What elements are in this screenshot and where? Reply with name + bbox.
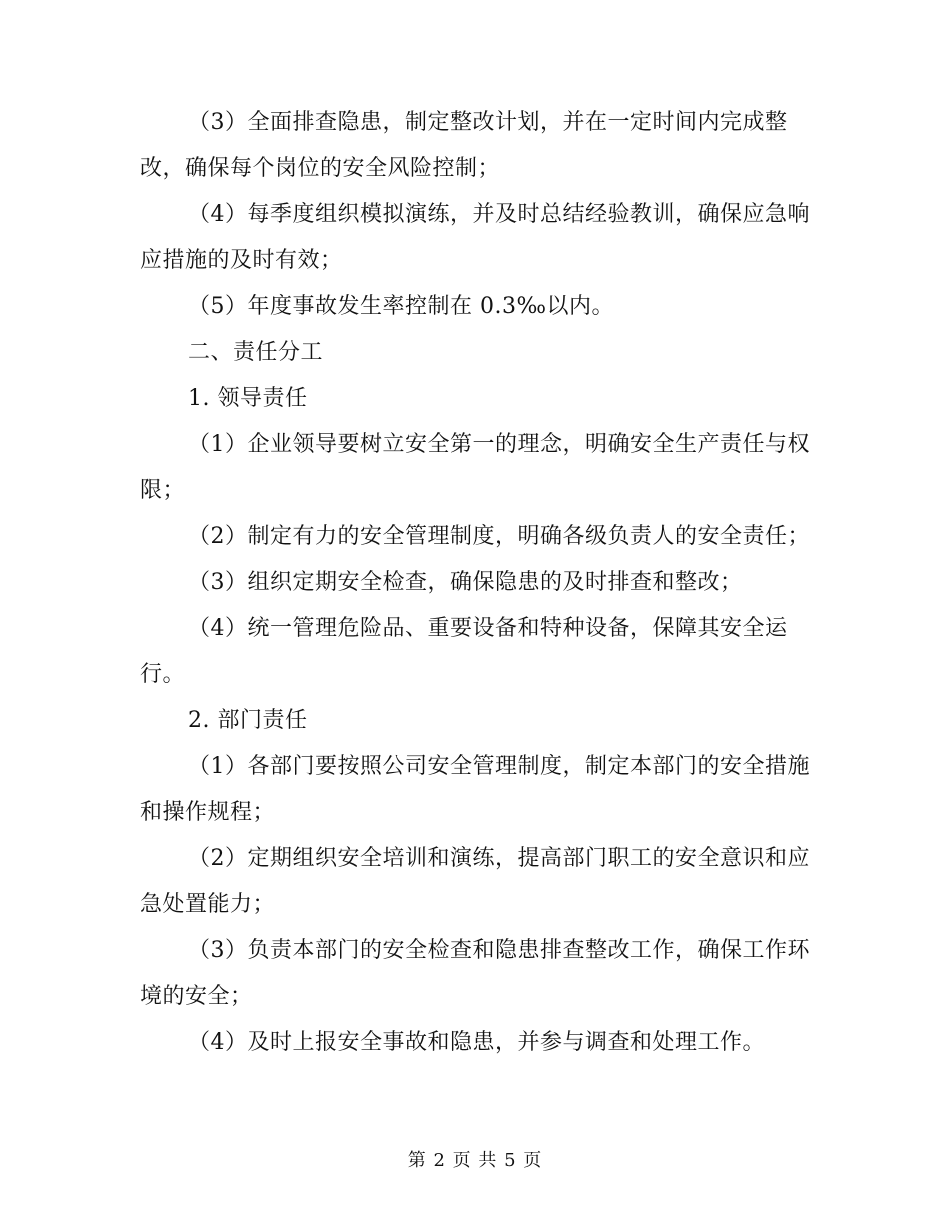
paragraph-department-1: （1）各部门要按照公司安全管理制度，制定本部门的安全措施和操作规程； <box>140 754 810 825</box>
page-number-footer: 第 2 页 共 5 页 <box>407 1150 543 1171</box>
paragraph-department-3: （3）负责本部门的安全检查和隐患排查整改工作，确保工作环境的安全； <box>140 938 810 1009</box>
section-heading-responsibility: 二、责任分工 <box>188 340 324 365</box>
paragraph-goal-5: （5）年度事故发生率控制在 0.3‰以内。 <box>188 294 614 319</box>
paragraph-leadership-4: （4）统一管理危险品、重要设备和特种设备，保障其安全运行。 <box>140 616 788 687</box>
paragraph-department-2: （2）定期组织安全培训和演练，提高部门职工的安全意识和应急处置能力； <box>140 846 810 917</box>
paragraph-leadership-1: （1）企业领导要树立安全第一的理念，明确安全生产责任与权限； <box>140 432 810 503</box>
subheading-leadership: 1. 领导责任 <box>188 386 308 411</box>
paragraph-goal-3: （3）全面排查隐患，制定整改计划，并在一定时间内完成整改，确保每个岗位的安全风险控制； <box>140 110 788 181</box>
subheading-department: 2. 部门责任 <box>188 708 308 733</box>
paragraph-leadership-2: （2）制定有力的安全管理制度，明确各级负责人的安全责任； <box>188 524 810 549</box>
document-body <box>140 100 810 1066</box>
paragraph-leadership-3: （3）组织定期安全检查，确保隐患的及时排查和整改； <box>188 570 743 595</box>
paragraph-department-4: （4）及时上报安全事故和隐患，并参与调查和处理工作。 <box>188 1030 765 1055</box>
paragraph-goal-4: （4）每季度组织模拟演练，并及时总结经验教训，确保应急响应措施的及时有效； <box>140 202 810 273</box>
